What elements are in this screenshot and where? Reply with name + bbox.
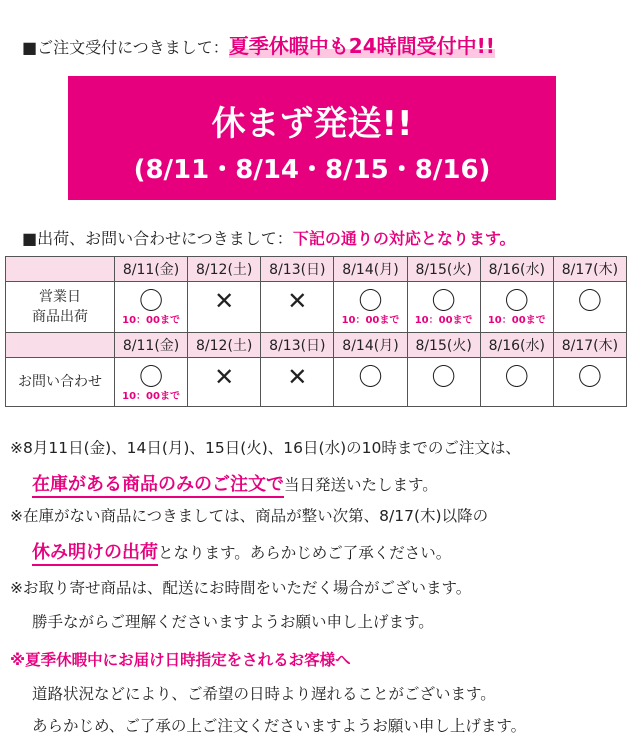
availability-mark: 〇 (139, 363, 164, 391)
shipping-label-cell (6, 282, 115, 333)
availability-mark: ✕ (214, 287, 235, 315)
blank-header-cell (6, 333, 115, 358)
availability-mark: 〇 (358, 287, 383, 315)
order-notice-prefix: ■ご注文受付につきまして： (22, 38, 229, 57)
shipping-cell (334, 282, 407, 333)
note-line: 勝手ながらご理解くださいますようお願い申し上げます。 (32, 613, 434, 631)
note-line (10, 538, 451, 564)
availability-mark: 〇 (431, 363, 456, 391)
availability-mark: ✕ (214, 363, 235, 391)
date-cell: 8/16(水) (480, 333, 553, 358)
inquiry-cell (261, 358, 334, 407)
date-cell: 8/11(金) (115, 333, 188, 358)
date-cell: 8/17(木) (553, 333, 626, 358)
date-cell: 8/14(月) (334, 333, 407, 358)
date-cell: 8/14(月) (334, 257, 407, 282)
order-notice-highlight: 夏季休暇中も24時間受付中!! (228, 34, 495, 58)
section-notice-prefix: ■出荷、お問い合わせにつきまして： (22, 229, 293, 248)
time-note: 10：00まで (487, 315, 546, 326)
date-cell: 8/12(土) (188, 333, 261, 358)
shipping-cell (553, 282, 626, 333)
note-line: ※在庫がない商品につきましては、商品が整い次第、8/17(木)以降の (10, 507, 489, 525)
delivery-date-warning: ※夏季休暇中にお届け日時指定をされるお客様へ (10, 651, 351, 669)
availability-mark: ✕ (287, 363, 308, 391)
note-line (10, 470, 438, 496)
inquiry-date-header-row (6, 333, 627, 358)
note-text: となります。あらかじめご了承ください。 (158, 544, 452, 562)
banner-dates: (8/11・8/14・8/15・8/16) (133, 155, 491, 185)
inquiry-cell (480, 358, 553, 407)
date-cell: 8/15(火) (407, 257, 480, 282)
availability-mark: 〇 (577, 287, 602, 315)
business-day-label: 営業日 (39, 289, 81, 305)
after-holiday-highlight: 休み明けの出荷 (32, 542, 158, 566)
shipping-cell (261, 282, 334, 333)
availability-mark: 〇 (504, 363, 529, 391)
section-notice-highlight: 下記の通りの対応となります。 (292, 229, 516, 248)
date-cell: 8/17(木) (553, 257, 626, 282)
availability-mark: ✕ (287, 287, 308, 315)
inquiry-cell (115, 358, 188, 407)
blank-header-cell (6, 257, 115, 282)
time-note: 10：00まで (122, 315, 180, 326)
date-cell: 8/13(日) (261, 257, 334, 282)
note-line: ※お取り寄せ商品は、配送にお時間をいただく場合がございます。 (10, 579, 472, 597)
availability-mark: 〇 (431, 287, 456, 315)
shipping-row (6, 282, 627, 333)
date-cell: 8/11(金) (115, 257, 188, 282)
time-note: 10：00まで (122, 391, 180, 402)
availability-mark: 〇 (504, 287, 529, 315)
inquiry-cell (553, 358, 626, 407)
product-shipping-label: 商品出荷 (32, 309, 88, 325)
inquiry-cell (407, 358, 480, 407)
banner-title: 休まず発送!! (211, 104, 413, 144)
availability-mark: 〇 (358, 363, 383, 391)
shipping-cell (480, 282, 553, 333)
note-line: ※8月11日(金)、14日(月)、15日(火)、16日(水)の10時までのご注文は、 (10, 439, 521, 457)
time-note: 10：00まで (414, 315, 473, 326)
inquiry-cell (188, 358, 261, 407)
shipping-cell (115, 282, 188, 333)
note-line: あらかじめ、ご了承の上ご注文くださいますようお願い申し上げます。 (32, 717, 527, 735)
inquiry-label: お問い合わせ (6, 358, 115, 407)
in-stock-highlight: 在庫がある商品のみのご注文で (32, 474, 284, 498)
inquiry-row (6, 358, 627, 407)
date-cell: 8/16(水) (480, 257, 553, 282)
note-text: 当日発送いたします。 (284, 476, 438, 494)
shipping-banner (68, 76, 556, 200)
shipping-cell (188, 282, 261, 333)
shipping-cell (407, 282, 480, 333)
time-note: 10：00まで (341, 315, 400, 326)
date-cell: 8/12(土) (188, 257, 261, 282)
date-cell: 8/15(火) (407, 333, 480, 358)
date-cell: 8/13(日) (261, 333, 334, 358)
availability-mark: 〇 (139, 287, 164, 315)
schedule-table (5, 256, 627, 407)
availability-mark: 〇 (577, 363, 602, 391)
shipping-date-header-row (6, 257, 627, 282)
order-notice (22, 30, 495, 59)
note-line: 道路状況などにより、ご希望の日時より遅れることがございます。 (32, 685, 496, 703)
section-notice (22, 226, 516, 249)
inquiry-cell (334, 358, 407, 407)
